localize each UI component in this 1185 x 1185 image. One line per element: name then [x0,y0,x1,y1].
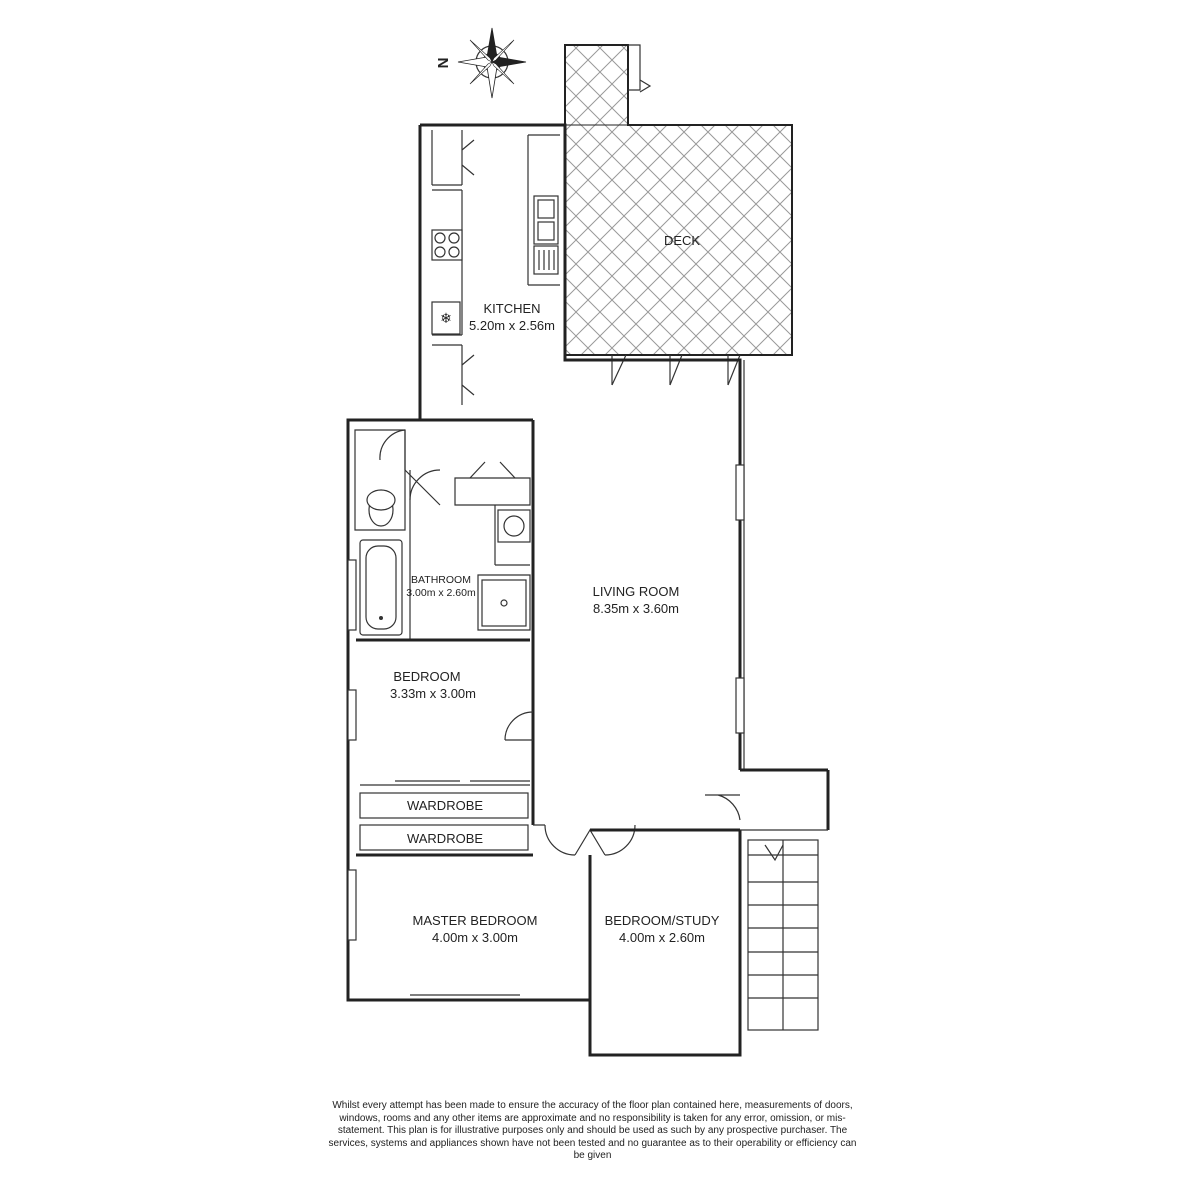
toilet-icon [367,490,395,526]
basin-icon [498,510,530,542]
compass-north-letter: N [434,57,452,69]
deck-label: DECK [663,233,701,248]
master-bedroom-label: MASTER BEDROOM [412,913,538,928]
wardrobe-label-2: WARDROBE [406,831,484,846]
living-room-size: 8.35m x 3.60m [593,601,679,616]
deck-area [565,45,792,385]
kitchen-sink-icon [534,196,558,274]
study-label: BEDROOM/STUDY [604,913,720,928]
bedroom-size: 3.33m x 3.00m [390,686,476,701]
stairs-icon [748,840,818,1030]
kitchen-size: 5.20m x 2.56m [469,318,555,333]
bathtub-icon [360,540,402,635]
compass-icon [458,28,526,98]
bedroom-label: BEDROOM [393,669,461,684]
bathroom-size: 3.00m x 2.60m [406,587,476,599]
bathroom-label: BATHROOM [411,574,471,586]
svg-text:❄: ❄ [440,310,452,326]
study-size: 4.00m x 2.60m [619,930,705,945]
master-bedroom-size: 4.00m x 3.00m [432,930,518,945]
cooktop-icon [432,230,462,260]
kitchen-label: KITCHEN [483,301,541,316]
house-walls [348,355,828,1055]
disclaimer-text: Whilst every attempt has been made to ensure the accuracy of the floor plan contained here, measurements of doors, windows, rooms and any other items are approximate and no responsibility is taken for any error, omission, or mis-statement. This plan is for illustrative purposes only and should be used as such by any prospective purchaser. The services, systems and appliances shown have not been tested and no guarantee as to their operability or efficiency can be given [328,1100,857,1161]
living-room-label: LIVING ROOM [592,584,680,599]
fridge-icon [432,302,460,334]
shower-icon [482,580,526,626]
wardrobe-label-1: WARDROBE [406,798,484,813]
